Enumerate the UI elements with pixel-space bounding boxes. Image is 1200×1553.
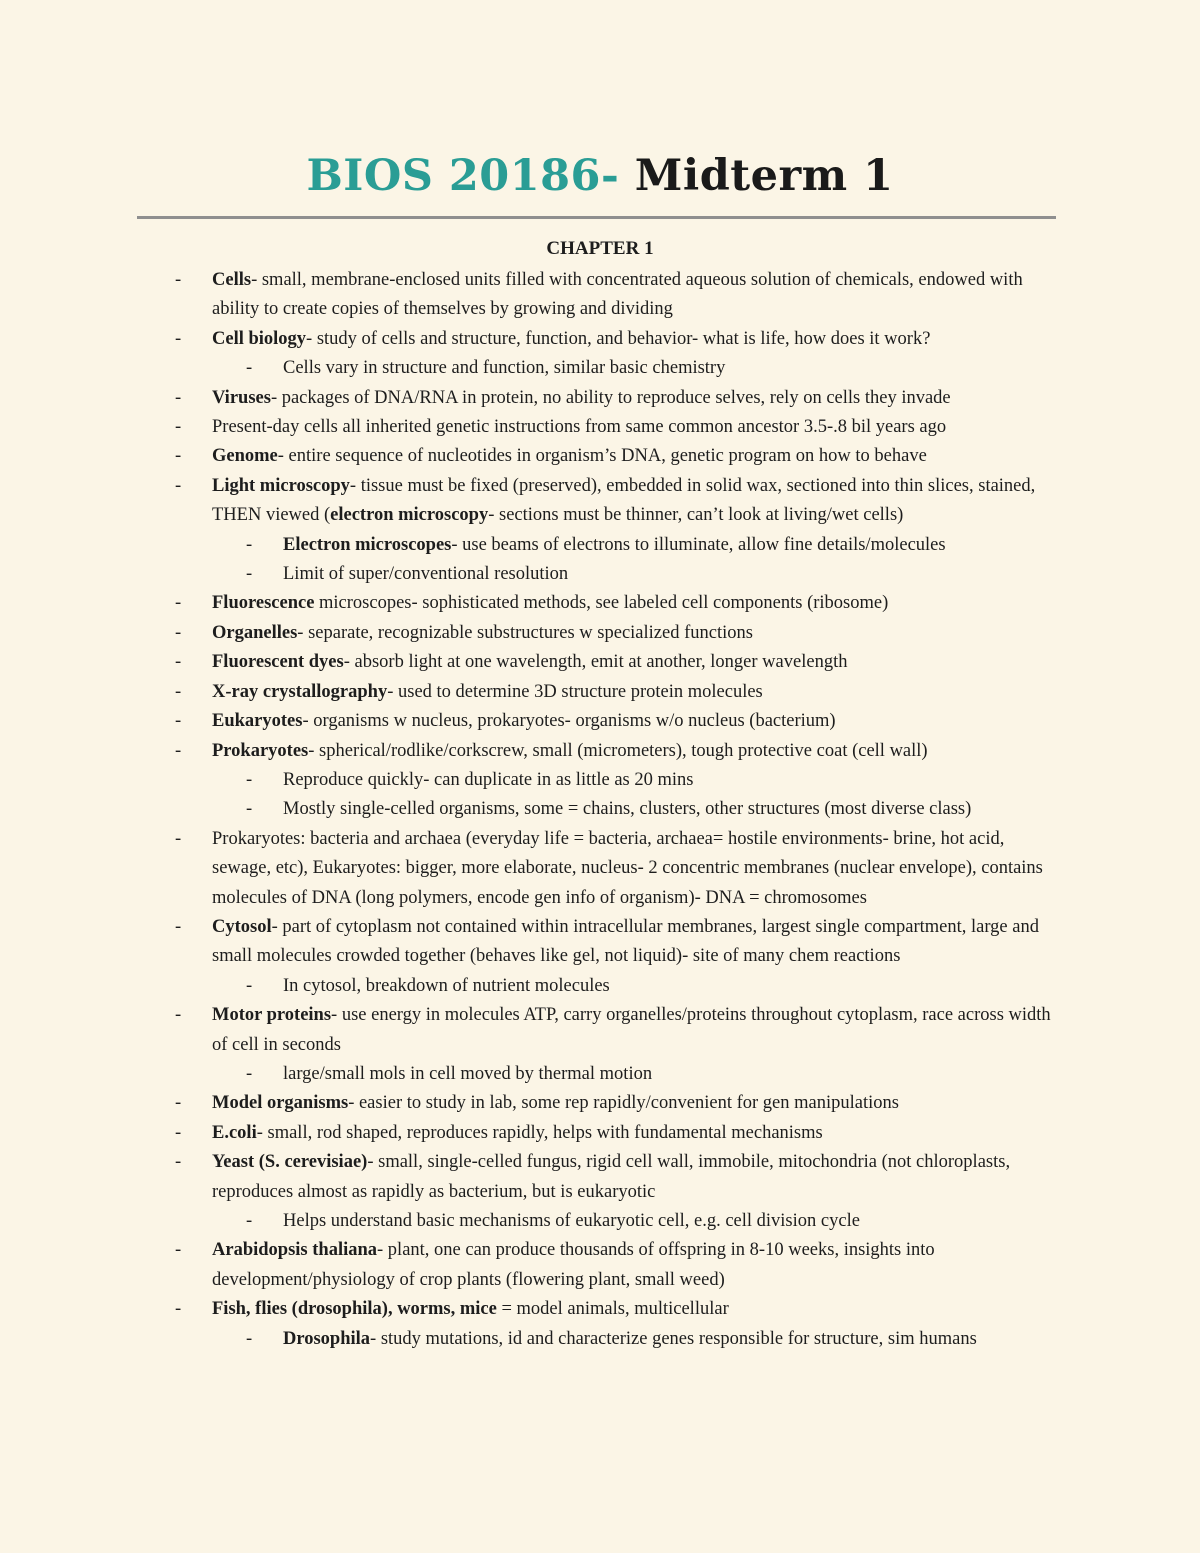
term: X-ray crystallography <box>212 681 388 702</box>
definition: microscopes- sophisticated methods, see labeled cell components (ribosome) <box>314 593 889 614</box>
definition: = model animals, multicellular <box>496 1299 729 1320</box>
term: Drosophila <box>283 1328 371 1349</box>
definition: - small, rod shaped, reproduces rapidly, helps with fundamental mechanisms <box>256 1122 823 1143</box>
item-text <box>212 1089 1062 1118</box>
item-text <box>212 325 1062 354</box>
bullet-dash: - <box>175 1093 182 1114</box>
item-text <box>283 1325 1068 1354</box>
bullet-dash: - <box>175 1122 182 1143</box>
definition: - separate, recognizable substructures w specialized functions <box>297 622 753 643</box>
item-text <box>212 413 1062 442</box>
item-text <box>212 442 1062 471</box>
definition: - plant, one can produce thousands of offspring in 8-10 weeks, insights into development/physiology of crop plants (flowering plant, small weed) <box>212 1240 935 1290</box>
list-item <box>0 442 1200 471</box>
term: Cell biology <box>212 328 307 349</box>
item-text <box>283 531 1068 560</box>
bullet-dash: - <box>175 446 182 467</box>
term: Eukaryotes <box>212 711 303 732</box>
definition: - tissue must be fixed (preserved), embedded in solid wax, sectioned into thin slices, stained, THEN viewed ( <box>212 475 1036 526</box>
list-item <box>0 1236 1200 1295</box>
term: electron microscopy <box>330 505 489 526</box>
item-text <box>212 1119 1062 1148</box>
definition: - used to determine 3D structure protein molecules <box>387 681 763 702</box>
sub-list-item <box>0 354 1200 383</box>
definition: - use energy in molecules ATP, carry organelles/proteins throughout cytoplasm, race across width of cell in seconds <box>212 1005 1051 1055</box>
definition: Mostly single-celled organisms, some = chains, clusters, other structures (most diverse class) <box>283 799 972 820</box>
definition: - entire sequence of nucleotides in organism’s DNA, genetic program on how to behave <box>277 446 927 467</box>
definition: large/small mols in cell moved by thermal motion <box>283 1063 653 1084</box>
item-text <box>212 619 1062 648</box>
sub-list-item <box>0 1325 1200 1354</box>
item-text <box>212 384 1062 413</box>
bullet-dash: - <box>175 740 182 761</box>
definition: - sections must be thinner, can’t look at living/wet cells) <box>488 505 904 526</box>
term: Cytosol <box>212 916 272 937</box>
item-text <box>212 648 1062 677</box>
list-item <box>0 413 1200 442</box>
term: Organelles <box>212 622 298 643</box>
term: Cells <box>212 270 252 290</box>
definition: - study of cells and structure, function, and behavior- what is life, how does it work? <box>306 328 931 349</box>
sub-list-item <box>0 795 1200 824</box>
term: Yeast (S. cerevisiae) <box>212 1152 368 1173</box>
bullet-dash: - <box>175 1152 182 1173</box>
list-item <box>0 678 1200 707</box>
definition: Helps understand basic mechanisms of eukaryotic cell, e.g. cell division cycle <box>283 1211 860 1231</box>
definition: - use beams of electrons to illuminate, allow fine details/molecules <box>451 534 946 555</box>
term: Electron microscopes <box>283 534 452 555</box>
list-item <box>0 472 1200 531</box>
item-text <box>212 266 1062 325</box>
bullet-dash: - <box>175 328 182 349</box>
term: Arabidopsis thaliana <box>212 1240 378 1261</box>
bullet-dash: - <box>246 975 253 996</box>
list-item <box>0 589 1200 618</box>
bullet-dash: - <box>246 1211 253 1231</box>
bullet-dash: - <box>175 711 182 732</box>
item-text <box>212 737 1062 766</box>
page-title <box>0 148 1200 204</box>
bullet-dash: - <box>175 387 182 408</box>
item-text <box>212 913 1062 972</box>
list-item <box>0 737 1200 766</box>
item-text <box>212 472 1062 531</box>
definition: - absorb light at one wavelength, emit at another, longer wavelength <box>343 652 848 673</box>
list-item <box>0 1119 1200 1148</box>
item-text <box>283 1207 1068 1236</box>
bullet-dash: - <box>246 534 253 555</box>
definition: Limit of super/conventional resolution <box>283 564 569 585</box>
list-item <box>0 1295 1200 1324</box>
bullet-dash: - <box>175 828 182 849</box>
sub-list-item <box>0 531 1200 560</box>
sub-list-item <box>0 1060 1200 1089</box>
chapter-heading: CHAPTER 1 <box>546 238 654 259</box>
bullet-dash: - <box>175 652 182 673</box>
course-code: BIOS 20186- <box>306 151 620 201</box>
term: Model organisms <box>212 1093 349 1114</box>
term: Light microscopy <box>212 475 350 496</box>
title-divider <box>137 216 1056 219</box>
item-text <box>283 972 1068 1001</box>
list-item <box>0 648 1200 677</box>
definition: In cytosol, breakdown of nutrient molecules <box>283 975 610 996</box>
bullet-dash: - <box>175 916 182 937</box>
definition: - easier to study in lab, some rep rapidly/convenient for gen manipulations <box>348 1093 899 1114</box>
list-item <box>0 1001 1200 1060</box>
bullet-dash: - <box>246 564 253 585</box>
item-text <box>212 678 1062 707</box>
bullet-dash: - <box>246 358 253 379</box>
item-text <box>283 766 1068 795</box>
bullet-dash: - <box>246 1063 253 1084</box>
list-item <box>0 384 1200 413</box>
bullet-dash: - <box>175 1005 182 1026</box>
term: Genome <box>212 446 278 467</box>
item-text <box>212 1236 1062 1295</box>
bullet-dash: - <box>246 1328 253 1349</box>
definition: Reproduce quickly- can duplicate in as little as 20 mins <box>283 769 694 790</box>
item-text <box>283 795 1068 824</box>
bullet-dash: - <box>175 1299 182 1320</box>
definition: - small, single-celled fungus, rigid cell wall, immobile, mitochondria (not chloroplasts, reproduces almost as rapidly as bacterium, but is eukaryotic <box>212 1152 1011 1202</box>
list-item <box>0 1148 1200 1207</box>
bullet-dash: - <box>175 270 182 290</box>
list-item <box>0 913 1200 972</box>
term: Fish, flies (drosophila), worms, mice <box>212 1299 497 1320</box>
item-text <box>212 589 1062 618</box>
term: Motor proteins <box>212 1005 332 1026</box>
exam-name: Midterm 1 <box>619 151 894 201</box>
item-text <box>212 707 1062 736</box>
term: E.coli <box>212 1122 257 1143</box>
sub-list-item <box>0 560 1200 589</box>
term: Prokaryotes <box>212 740 309 761</box>
definition: - study mutations, id and characterize genes responsible for structure, sim humans <box>370 1328 977 1349</box>
bullet-dash: - <box>246 799 253 820</box>
term: Fluorescence <box>212 593 315 614</box>
item-text <box>212 1148 1062 1207</box>
bullet-dash: - <box>175 622 182 643</box>
item-text <box>283 560 1068 589</box>
sub-list-item <box>0 972 1200 1001</box>
list-item <box>0 1089 1200 1118</box>
item-text <box>283 1060 1068 1089</box>
term: Viruses <box>212 387 271 408</box>
sub-list-item <box>0 766 1200 795</box>
definition: - spherical/rodlike/corkscrew, small (micrometers), tough protective coat (cell wall) <box>308 740 928 761</box>
definition: Prokaryotes: bacteria and archaea (everyday life = bacteria, archaea= hostile environments- brine, hot acid, sewage, etc), Eukaryotes: bigger, more elaborate, nucleus- 2 concentric membranes (nuclear envelope), contains molecules of DNA (long polymers, encode gen info of organism)- DNA = chromosomes <box>212 828 1043 908</box>
definition: - packages of DNA/RNA in protein, no ability to reproduce selves, rely on cells they invade <box>270 387 951 408</box>
term: Fluorescent dyes <box>212 652 344 673</box>
list-item <box>0 619 1200 648</box>
item-text <box>212 1001 1062 1060</box>
definition: - organisms w nucleus, prokaryotes- organisms w/o nucleus (bacterium) <box>302 711 836 732</box>
list-item <box>0 707 1200 736</box>
bullet-dash: - <box>175 1240 182 1261</box>
definition: - small, membrane-enclosed units filled with concentrated aqueous solution of chemicals, endowed with ability to create copies of themselves by growing and dividing <box>212 270 1023 320</box>
bullet-dash: - <box>246 769 253 790</box>
bullet-dash: - <box>175 593 182 614</box>
bullet-dash: - <box>175 417 182 438</box>
bullet-dash: - <box>175 681 182 702</box>
item-text <box>212 825 1062 913</box>
list-item <box>0 825 1200 913</box>
item-text <box>212 1295 1062 1324</box>
definition: - part of cytoplasm not contained within intracellular membranes, largest single compartment, large and small molecules crowded together (behaves like gel, not liquid)- site of many chem reactions <box>212 916 1039 967</box>
sub-list-item <box>0 1207 1200 1236</box>
list-item <box>0 325 1200 354</box>
bullet-dash: - <box>175 475 182 496</box>
list-item <box>0 266 1200 325</box>
definition: Cells vary in structure and function, similar basic chemistry <box>283 358 726 379</box>
definition: Present-day cells all inherited genetic instructions from same common ancestor 3.5-.8 bil years ago <box>212 417 947 438</box>
item-text <box>283 354 1068 383</box>
notes-list <box>0 266 1200 1354</box>
